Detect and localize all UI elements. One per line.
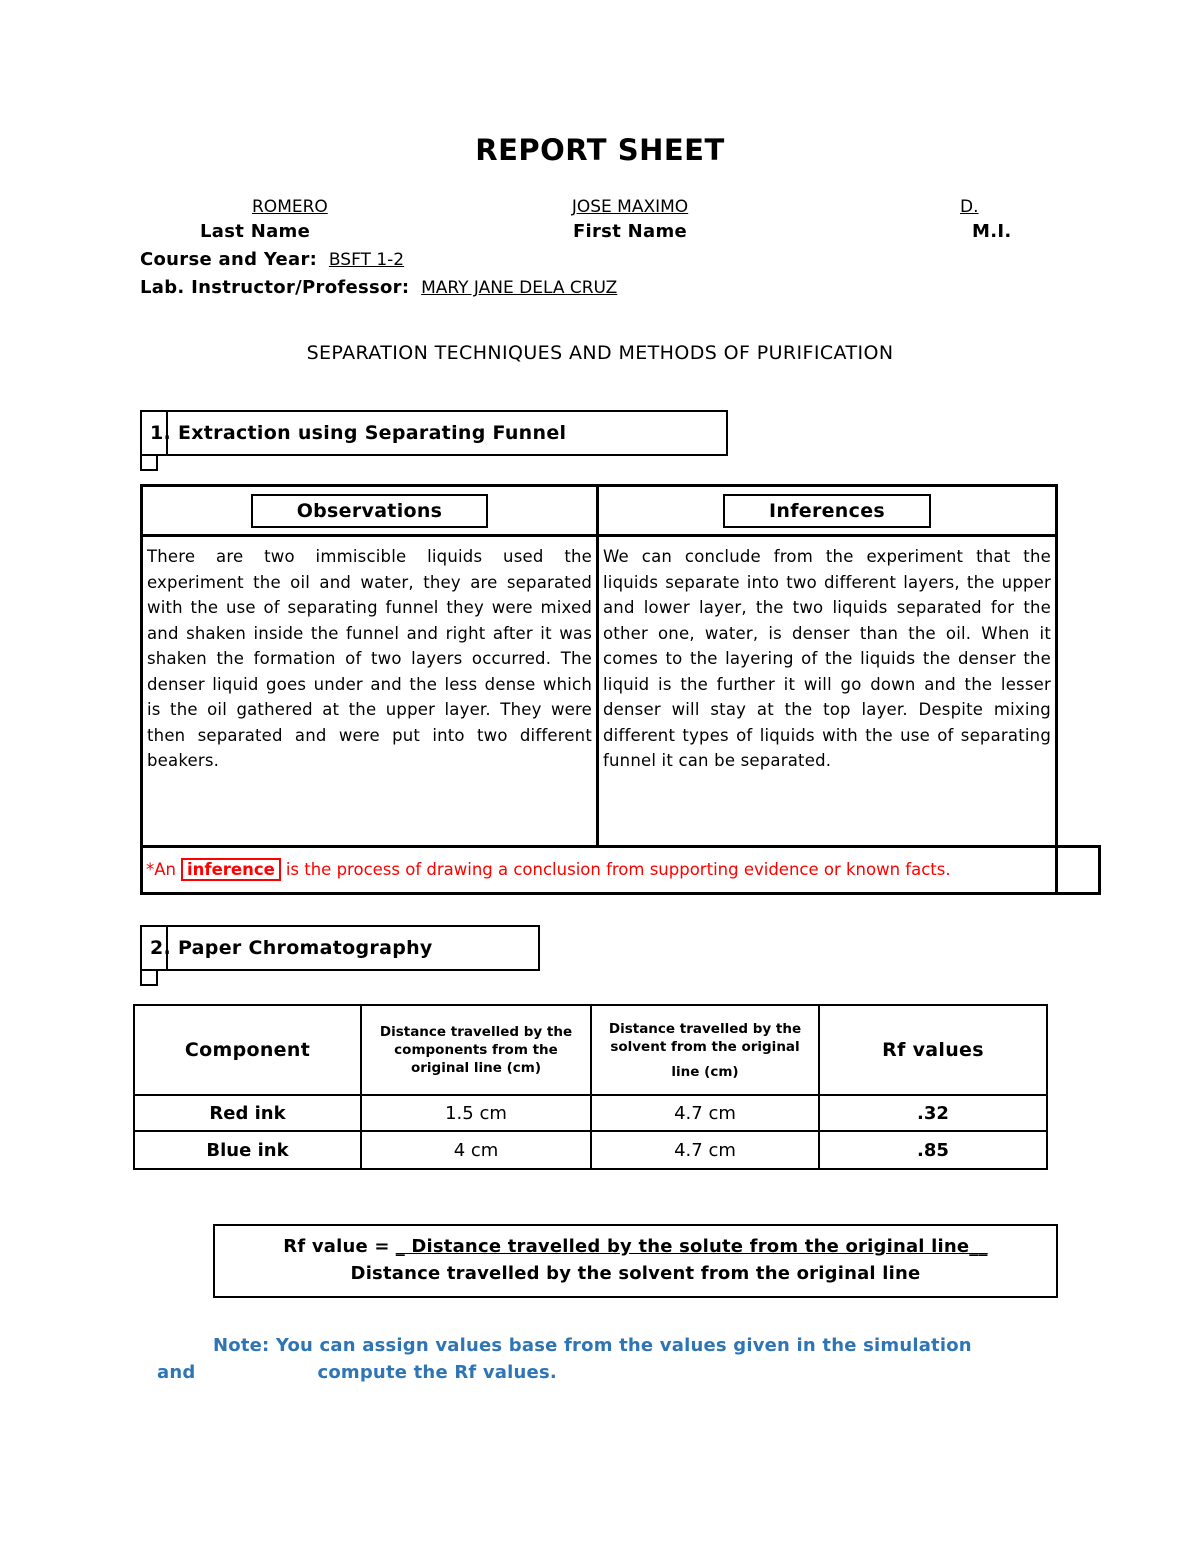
- first-name-field: [460, 197, 800, 242]
- course-value: BSFT 1-2: [328, 250, 405, 270]
- rf-formula-denominator: Distance travelled by the solvent from the original line: [350, 1263, 921, 1284]
- first-name-value: JOSE MAXIMO: [571, 197, 689, 217]
- column-header-distance-solvent-sub: line (cm): [671, 1063, 739, 1080]
- inferences-text: We can conclude from the experiment that the liquids separate into two different layers, the upper and lower layer, the two liquids separated for the other one, water, is denser than the oil. When it comes to the layering of the liquids the denser the liquid is the further it will go down and the lesser denser will stay at the top layer. Despite mixing different types of liquids with the use of separating funnel it can be separated.: [603, 547, 1051, 770]
- section1-heading-box: [140, 410, 728, 456]
- note-line2-rest: compute the Rf values.: [317, 1362, 557, 1383]
- instructor-value: MARY JANE DELA CRUZ: [421, 278, 618, 298]
- column-header-rf-values: Rf values: [820, 1006, 1046, 1096]
- middle-initial-field: [800, 197, 1060, 242]
- textbox-border-artifact: [166, 927, 168, 969]
- last-name-field: [140, 197, 460, 242]
- section1-heading: 1. Extraction using Separating Funnel: [150, 422, 567, 444]
- footnote-extension-box-artifact: [1055, 845, 1101, 895]
- rf-formula-lhs: Rf value =: [283, 1236, 390, 1257]
- page-title: REPORT SHEET: [475, 133, 725, 167]
- first-name-label: First Name: [572, 221, 688, 242]
- footnote-suffix: is the process of drawing a conclusion from supporting evidence or known facts.: [285, 860, 951, 879]
- chromatography-table: [133, 1004, 1048, 1170]
- instructor-line: [140, 277, 1200, 298]
- table-cell-distance-component: 1.5 cm: [362, 1096, 592, 1132]
- footnote-prefix: *An: [146, 860, 176, 879]
- observations-header-cell: [143, 487, 599, 534]
- table-cell-component: Red ink: [135, 1096, 362, 1132]
- observations-text: There are two immiscible liquids used the experiment the oil and water, they are separated with the use of separating funnel they were mixed and shaken inside the funnel and right after it was shaken the formation of two layers occurred. The denser liquid goes under and the less dense which is the oil gathered at the upper layer. They were then separated and were put into two different beakers.: [143, 537, 599, 845]
- middle-initial-value: D.: [960, 197, 979, 217]
- column-header-distance-components: Distance travelled by the components from the original line (cm): [362, 1006, 592, 1096]
- table-cell-distance-component: 4 cm: [362, 1132, 592, 1168]
- rf-formula-box: [213, 1224, 1058, 1298]
- textbox-notch-artifact: [140, 454, 158, 471]
- inferences-header: Inferences: [723, 494, 931, 528]
- note-line2-prefix: and: [157, 1362, 196, 1383]
- column-header-component: Component: [135, 1006, 362, 1096]
- note-line2: [157, 1359, 1200, 1386]
- middle-initial-label: M.I.: [972, 221, 1012, 242]
- table-cell-distance-solvent: 4.7 cm: [592, 1096, 820, 1132]
- simulation-note: [0, 1332, 1200, 1386]
- table-cell-distance-solvent: 4.7 cm: [592, 1132, 820, 1168]
- instructor-label: Lab. Instructor/Professor:: [140, 277, 410, 298]
- name-fields: [140, 197, 1060, 242]
- textbox-border-artifact: [166, 412, 168, 454]
- table-header-row: [143, 487, 1055, 537]
- table-cell-component: Blue ink: [135, 1132, 362, 1168]
- table-cell-rf: .85: [917, 1139, 949, 1161]
- footnote-term: inference: [181, 858, 281, 881]
- course-line: [140, 249, 1200, 270]
- observations-inferences-table: [140, 484, 1058, 895]
- inferences-header-cell: [599, 487, 1055, 534]
- inference-footnote: [143, 845, 1055, 892]
- last-name-value: ROMERO: [252, 197, 328, 217]
- note-line1: Note: You can assign values base from the values given in the simulation: [213, 1335, 972, 1356]
- course-label: Course and Year:: [140, 249, 318, 270]
- section2-heading-box: [140, 925, 540, 971]
- observations-header: Observations: [251, 494, 489, 528]
- rf-formula-numerator: _ Distance travelled by the solute from the original line__: [395, 1236, 988, 1257]
- rf-formula-line1: [215, 1233, 1056, 1260]
- textbox-notch-artifact: [140, 969, 158, 986]
- section2-heading: 2. Paper Chromatography: [150, 937, 433, 959]
- column-header-distance-solvent: [592, 1006, 820, 1096]
- table-cell-rf: .32: [820, 1096, 1046, 1132]
- column-header-distance-solvent-main: Distance travelled by the solvent from the original: [608, 1020, 802, 1055]
- table-body-row: [143, 537, 1055, 845]
- document-subject-heading: SEPARATION TECHNIQUES AND METHODS OF PURIFICATION: [306, 342, 894, 364]
- last-name-label: Last Name: [200, 221, 311, 242]
